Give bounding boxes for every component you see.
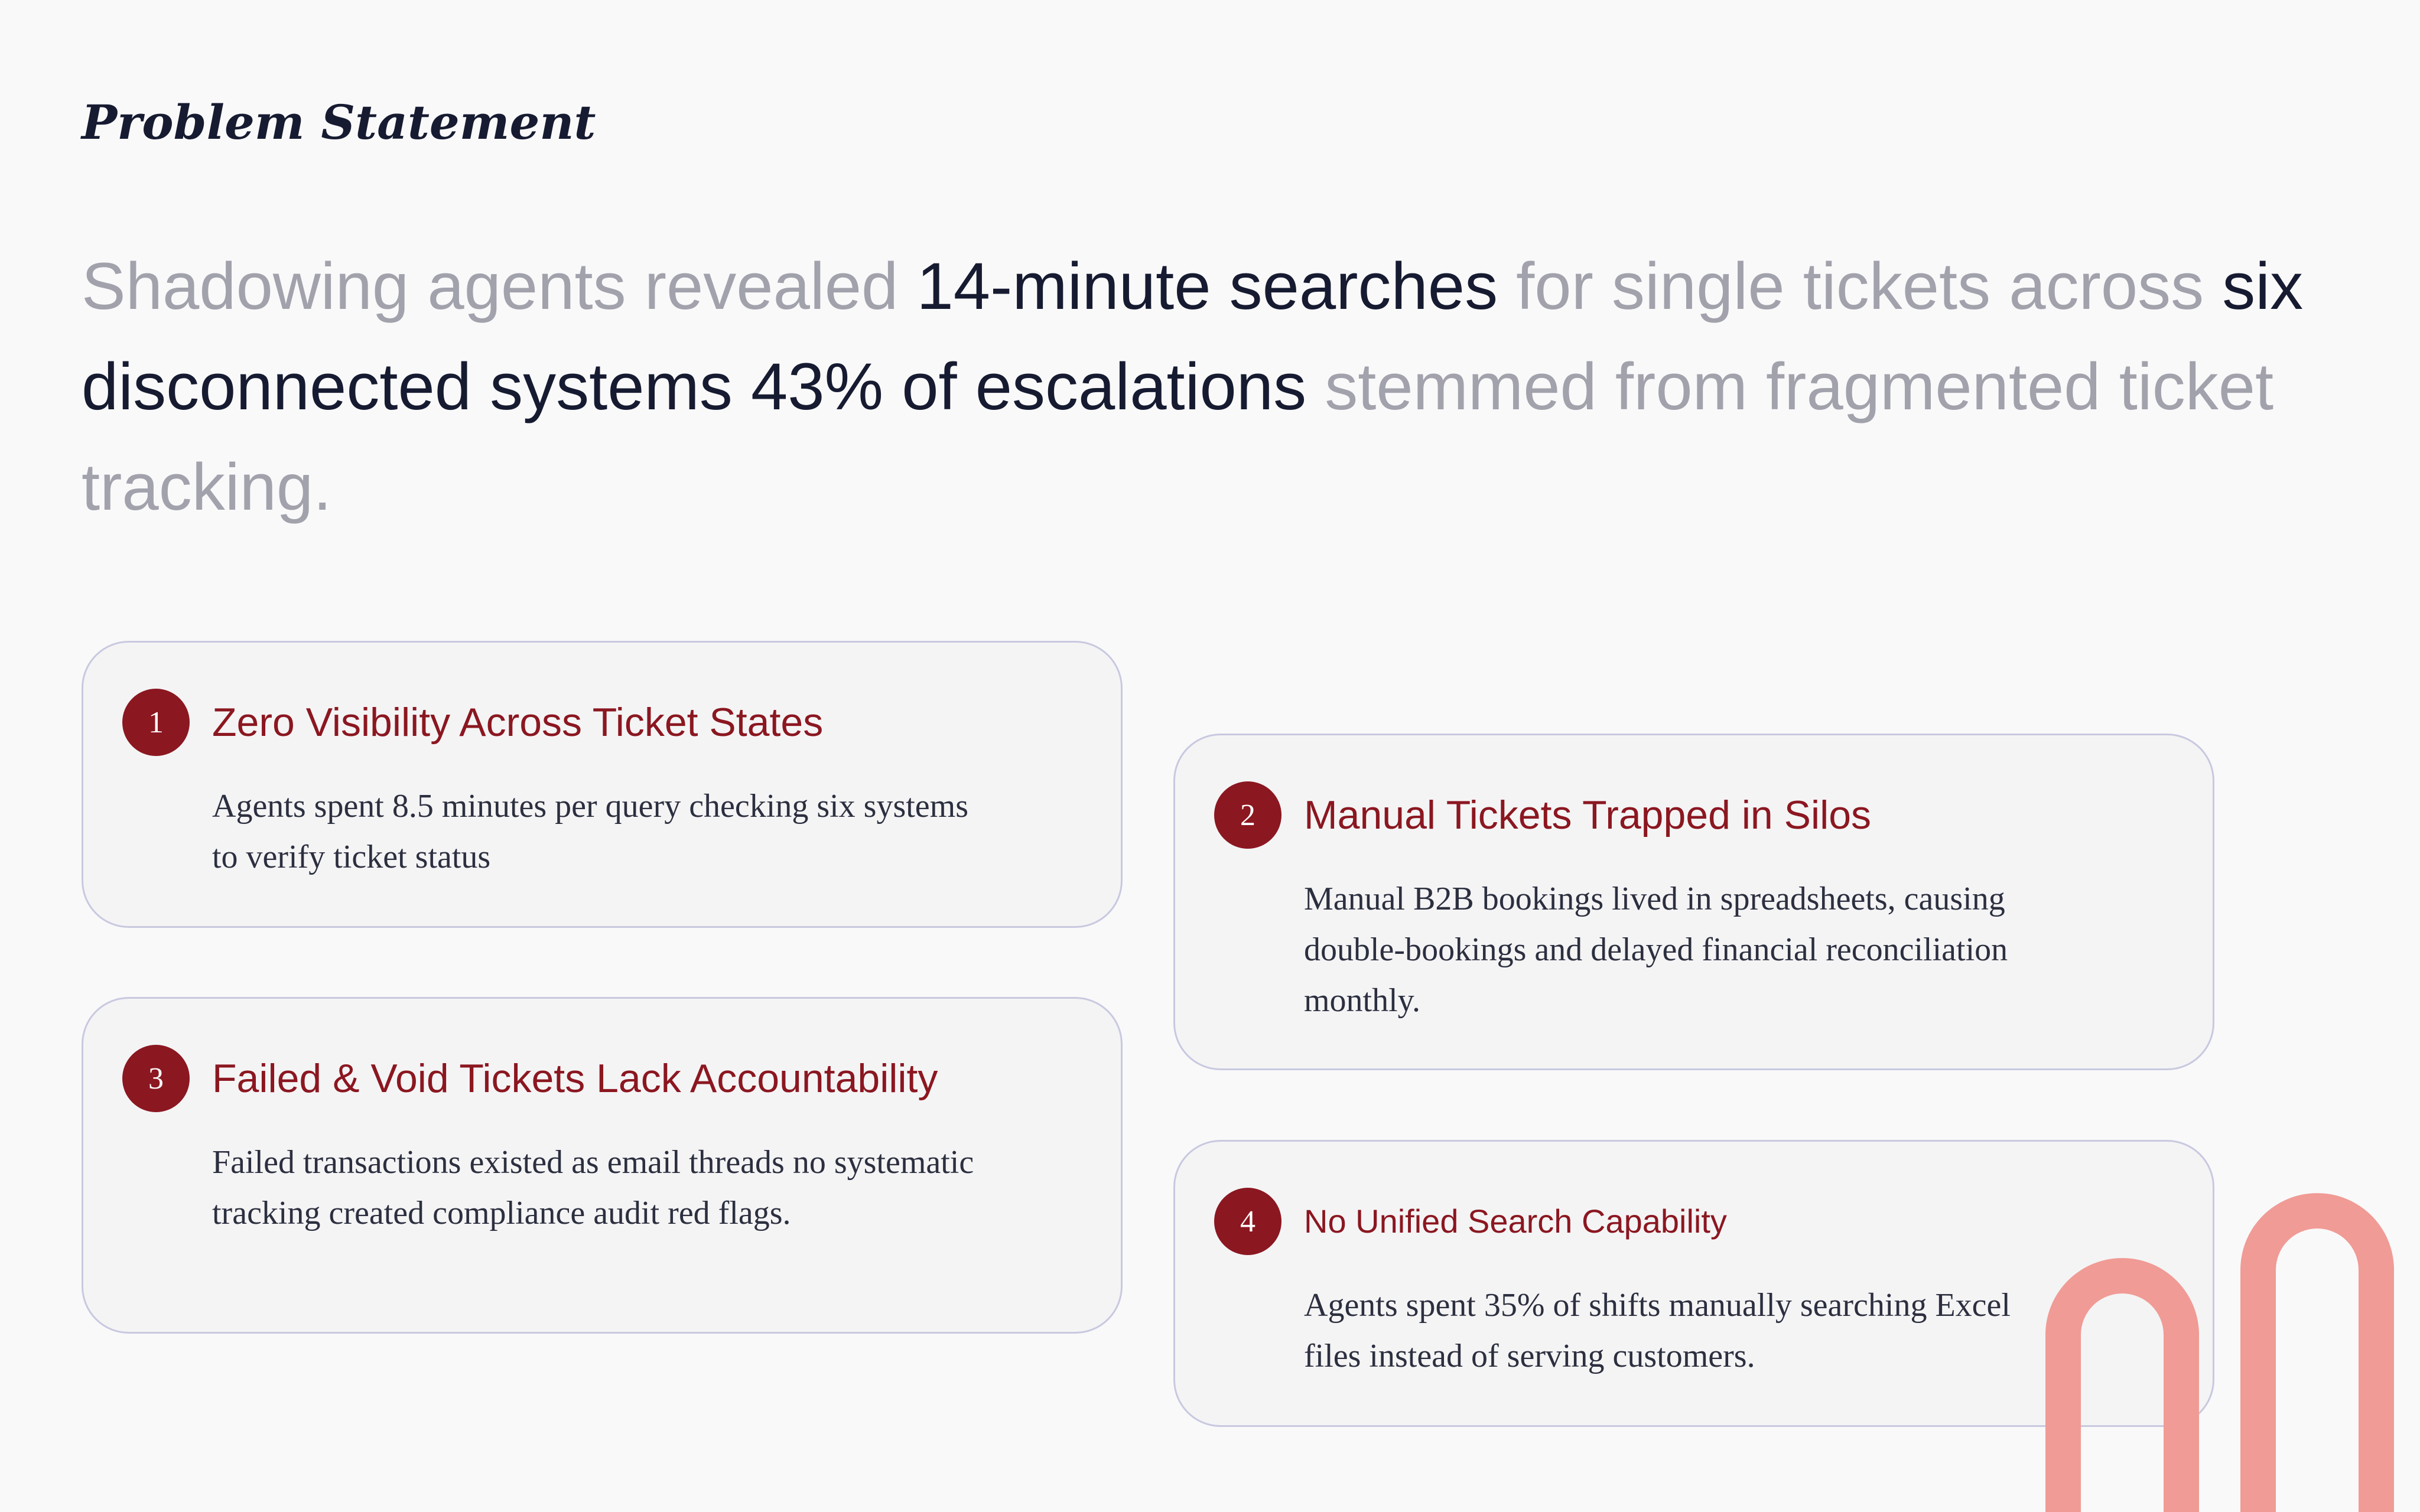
number-badge: 2: [1214, 781, 1281, 849]
number-badge: 1: [122, 689, 190, 756]
arch-shape-right: [2240, 1193, 2394, 1512]
card-title: Failed & Void Tickets Lack Accountability: [212, 1056, 938, 1101]
number-badge: 3: [122, 1045, 190, 1112]
problem-card-accountability: [82, 997, 1123, 1334]
headline-muted-2: for single tickets across: [1498, 249, 2223, 323]
headline-muted-1: Shadowing agents revealed: [82, 249, 917, 323]
number-badge: 4: [1214, 1188, 1281, 1255]
card-description: Failed transactions existed as email threads no systematic tracking created compliance audit red flags.: [212, 1144, 974, 1231]
card-description: Agents spent 35% of shifts manually searching Excel files instead of serving customers.: [1304, 1287, 2011, 1374]
problem-card-visibility: [82, 641, 1123, 928]
headline-muted-3: stemmed from fragmented ticket tracking.: [82, 350, 2274, 524]
card-title: Manual Tickets Trapped in Silos: [1304, 793, 1872, 838]
arch-shape-left: [2045, 1258, 2199, 1512]
decorative-arches: [2032, 1175, 2420, 1512]
card-description: Agents spent 8.5 minutes per query checking six systems to verify ticket status: [212, 788, 969, 875]
problem-card-silos: [1173, 734, 2214, 1070]
section-label: Problem Statement: [82, 94, 596, 150]
headline-highlight-1: 14-minute searches: [916, 249, 1498, 323]
headline-highlight-2: six disconnected systems 43% of escalations: [82, 249, 2304, 423]
headline: [82, 236, 2338, 537]
card-title: Zero Visibility Across Ticket States: [212, 700, 824, 745]
card-description: Manual B2B bookings lived in spreadsheets, causing double-bookings and delayed financial reconciliation monthly.: [1304, 881, 2008, 1019]
card-title: No Unified Search Capability: [1304, 1203, 1727, 1240]
